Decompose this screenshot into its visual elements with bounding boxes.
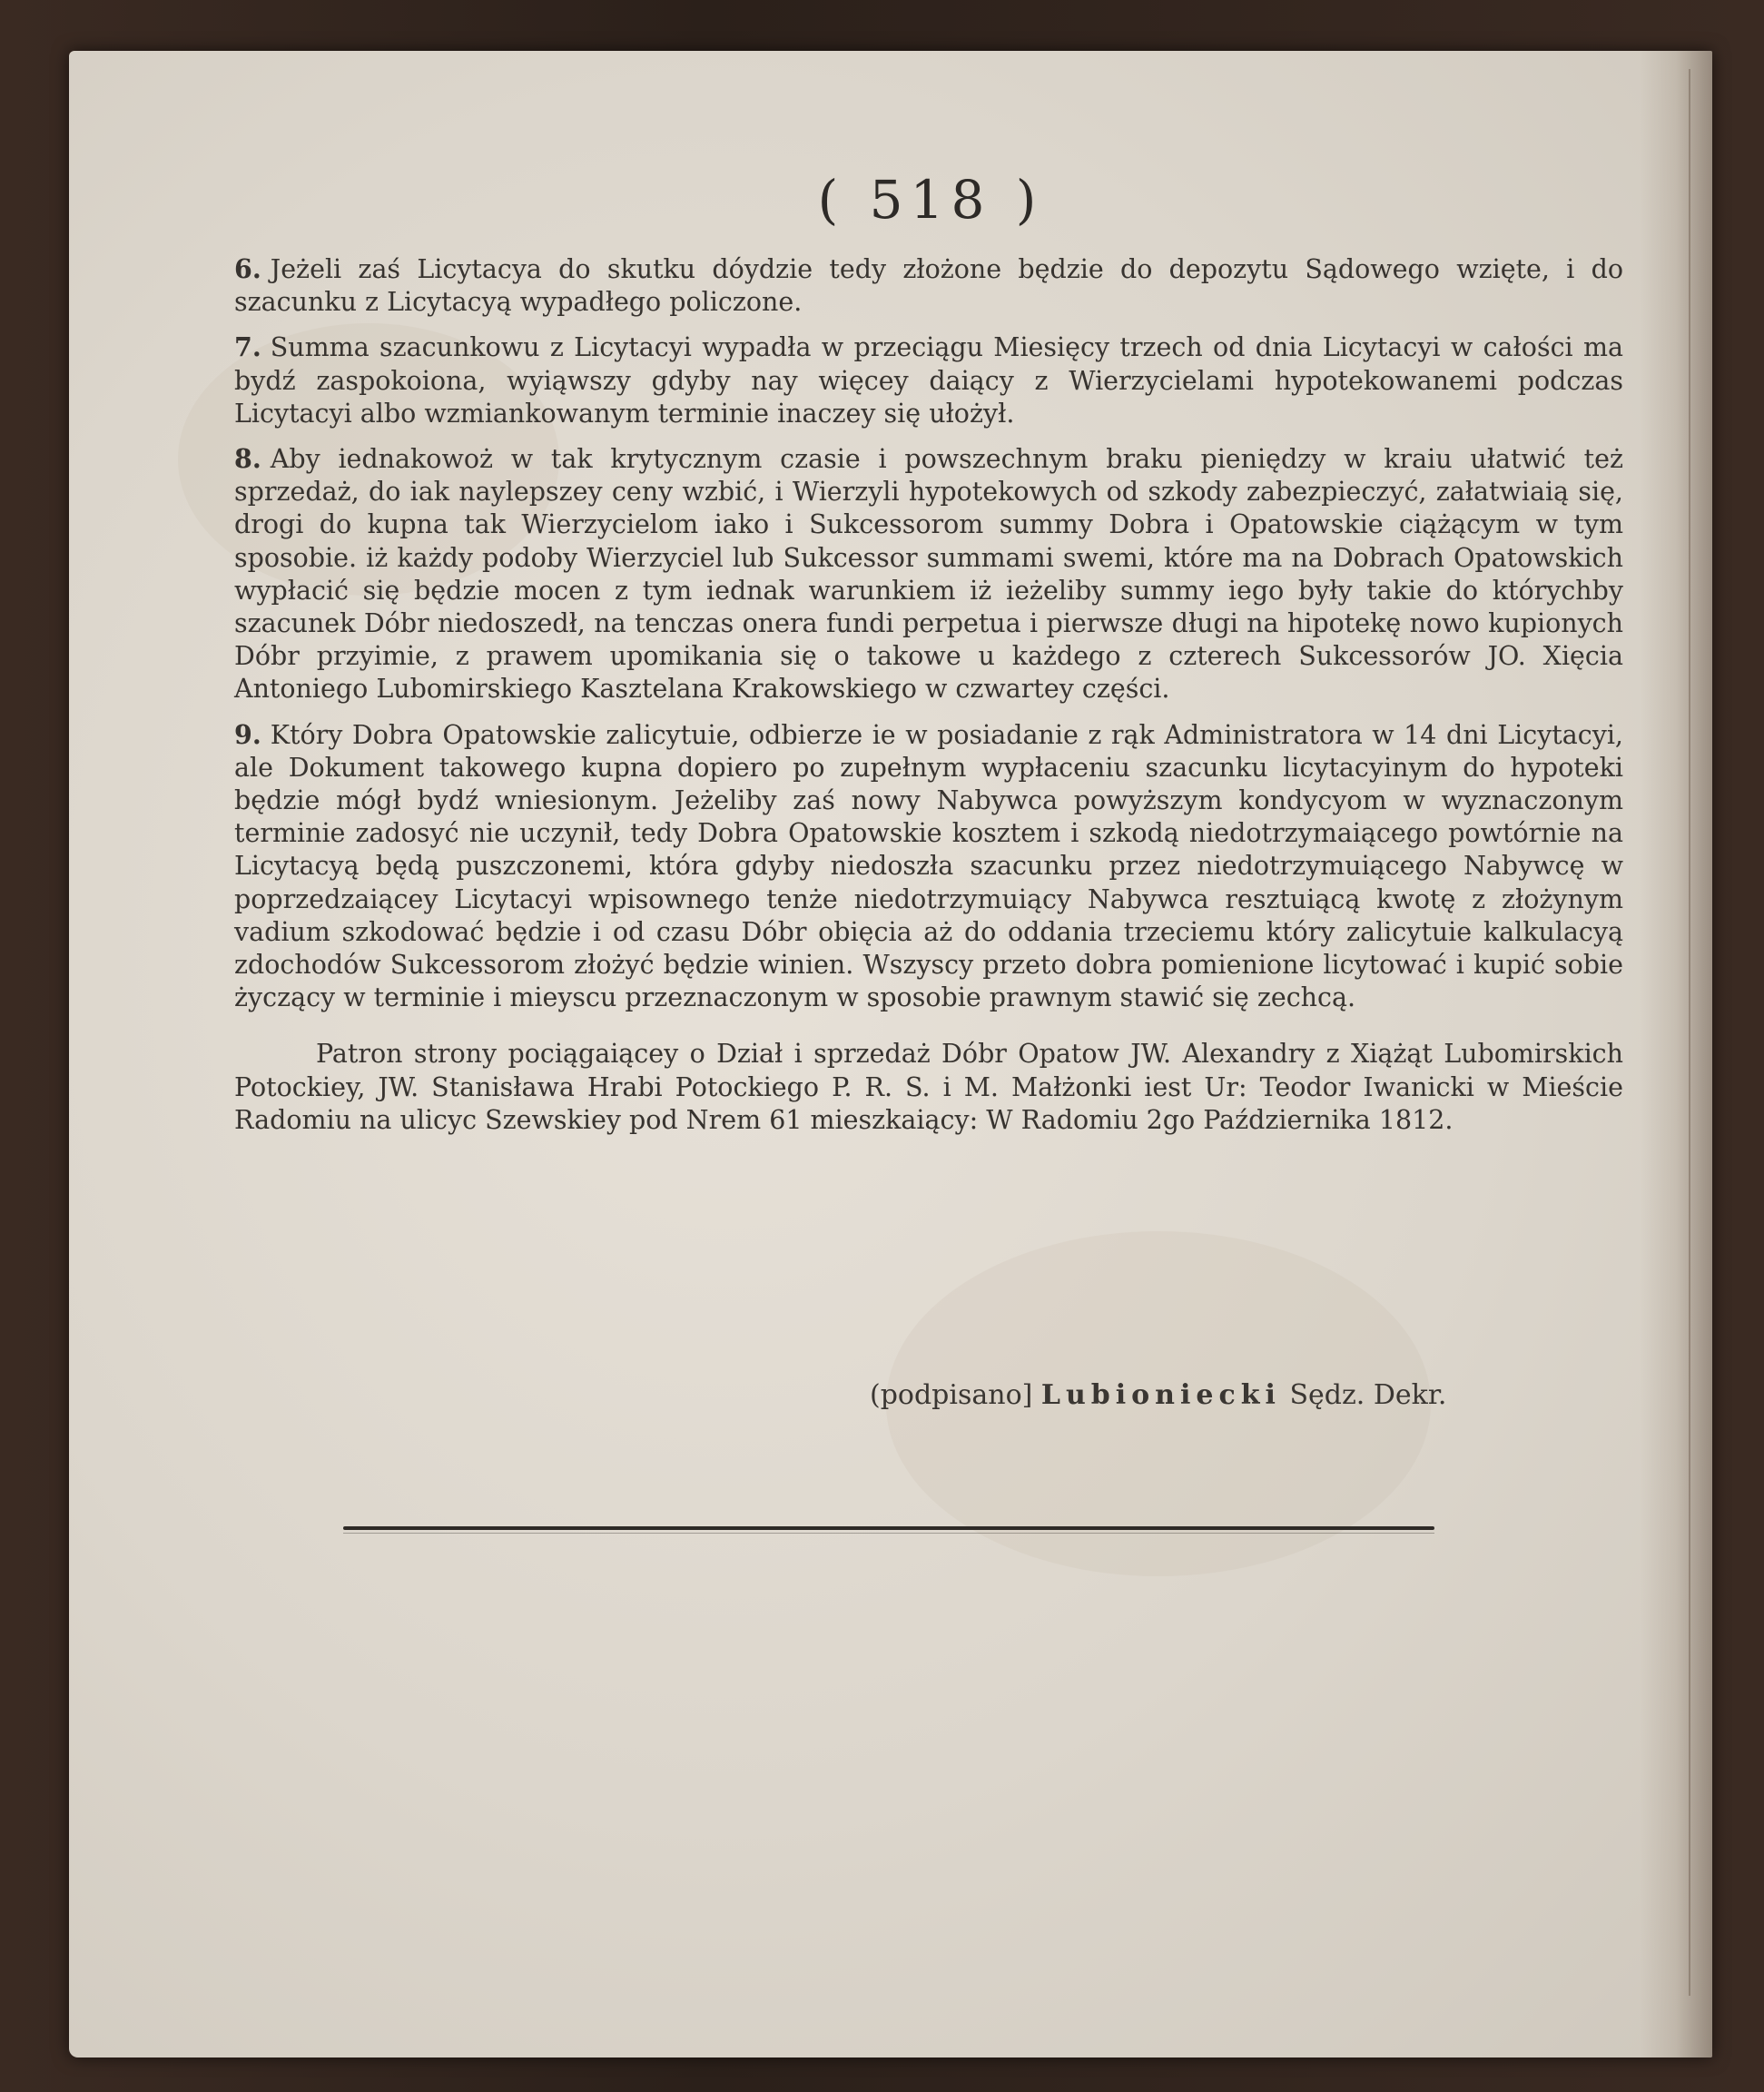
page-edge [1640,51,1712,2057]
horizontal-rule [343,1526,1434,1530]
signature-prefix: (podpisano] [870,1379,1033,1411]
signature-name: Lubioniecki [1040,1379,1281,1411]
paragraph-8 [234,442,1623,706]
paragraph-text: Który Dobra Opatowskie zalicytuie, odbierze ie w posiadanie z rąk Administratora w 14 dni Licytacyi, ale Dokument takowego kupna dopiero po zupełnym wypłaceniu szacunku licytacyinym do hypoteki będzie mógł bydź wniesionym. Jeżeliby zaś nowy Nabywca powyższym kondycyom w wyznaczonym terminie zadosyć nie uczynił, tedy Dobra Opatowskie kosztem i szkodą niedotrzymaiącego powtórnie na Licytacyą będą puszczonemi, która gdyby niedoszła szacunku przez niedotrzymuiącego Nabywcę w poprzedzaiącey Licytacyi wpisownego tenże niedotrzymuiący Nabywca resztuiącą kwotę z złożynym vadium szkodować będzie i od czasu Dóbr obięcia aż do oddania trzeciemu który zalicytuie kalkulacyą zdochodów Sukcessorom złożyć będzie winien. Wszyscy przeto dobra pomienione licytować i kupić sobie życzący w terminie i mieyscu przeznaczonym w sposobie prawnym stawić się zechcą. [234,719,1623,1013]
paragraph-text: Jeżeli zaś Licytacya do skutku dóydzie tedy złożone będzie do depozytu Sądowego wzięte, i do szacunku z Licytacyą wypadłego policzone. [234,254,1623,318]
paragraph-text: Aby iednakowoż w tak krytycznym czasie i powszechnym braku pieniędzy w kraiu ułatwić też sprzedaż, do iak naylepszey ceny wzbić, i Wierzyli hypotekowych od szkody zabezpieczyć, załatwiaią się, drogi do kupna tak Wierzycielom iako i Sukcessorom summy Dobra i Opatowskie ciążącym w tym sposobie. iż każdy podoby Wierzyciel lub Sukcessor summami swemi, które ma na Dobrach Opatowskich wypłacić się będzie mocen z tym iednak warunkiem iż ieżeliby summy iego były takie do którychby szacunek Dóbr niedoszedł, na tenczas onera fundi perpetua i pierwsze długi na hipotekę nowo kupionych Dóbr przyimie, z prawem upomikania się o takowe u każdego z czterech Sukcessorów JO. Xięcia Antoniego Lubomirskiego Kasztelana Krakowskiego w czwartey części. [234,444,1623,705]
signature-title: Sędz. Dekr. [1289,1379,1447,1411]
paragraph-9 [234,718,1623,1015]
page-number: ( 518 ) [817,169,1044,231]
signature-line [870,1379,1523,1411]
paragraph-number: 6. [234,253,261,284]
paragraph-number: 8. [234,443,261,475]
paragraph-6 [234,252,1623,319]
paragraph-number: 7. [234,331,261,363]
paragraph-text: Summa szacunkowu z Licytacyi wypadła w przeciągu Miesięcy trzech od dnia Licytacyi w całości ma bydź zaspokoiona, wyiąwszy gdyby nay więcey daiący z Wierzycielami hypotekowanemi podczas Licytacyi albo wzmiankowanym terminie inaczey się ułożył. [234,332,1623,429]
document-body [234,252,1623,1149]
paragraph-7 [234,331,1623,430]
paragraph-number: 9. [234,718,261,750]
patron-paragraph: Patron strony pociągaiącey o Dział i sprzedaż Dóbr Opatow JW. Alexandry z Xiążąt Lubomirskich Potockiey, JW. Stanisława Hrabi Potockiego P. R. S. i M. Małżonki iest Ur: Teodor Iwanicki w Mieście Radomiu na ulicyc Szewskiey pod Nrem 61 mieszkaiący: W Radomiu 2go Października 1812. [234,1039,1623,1135]
